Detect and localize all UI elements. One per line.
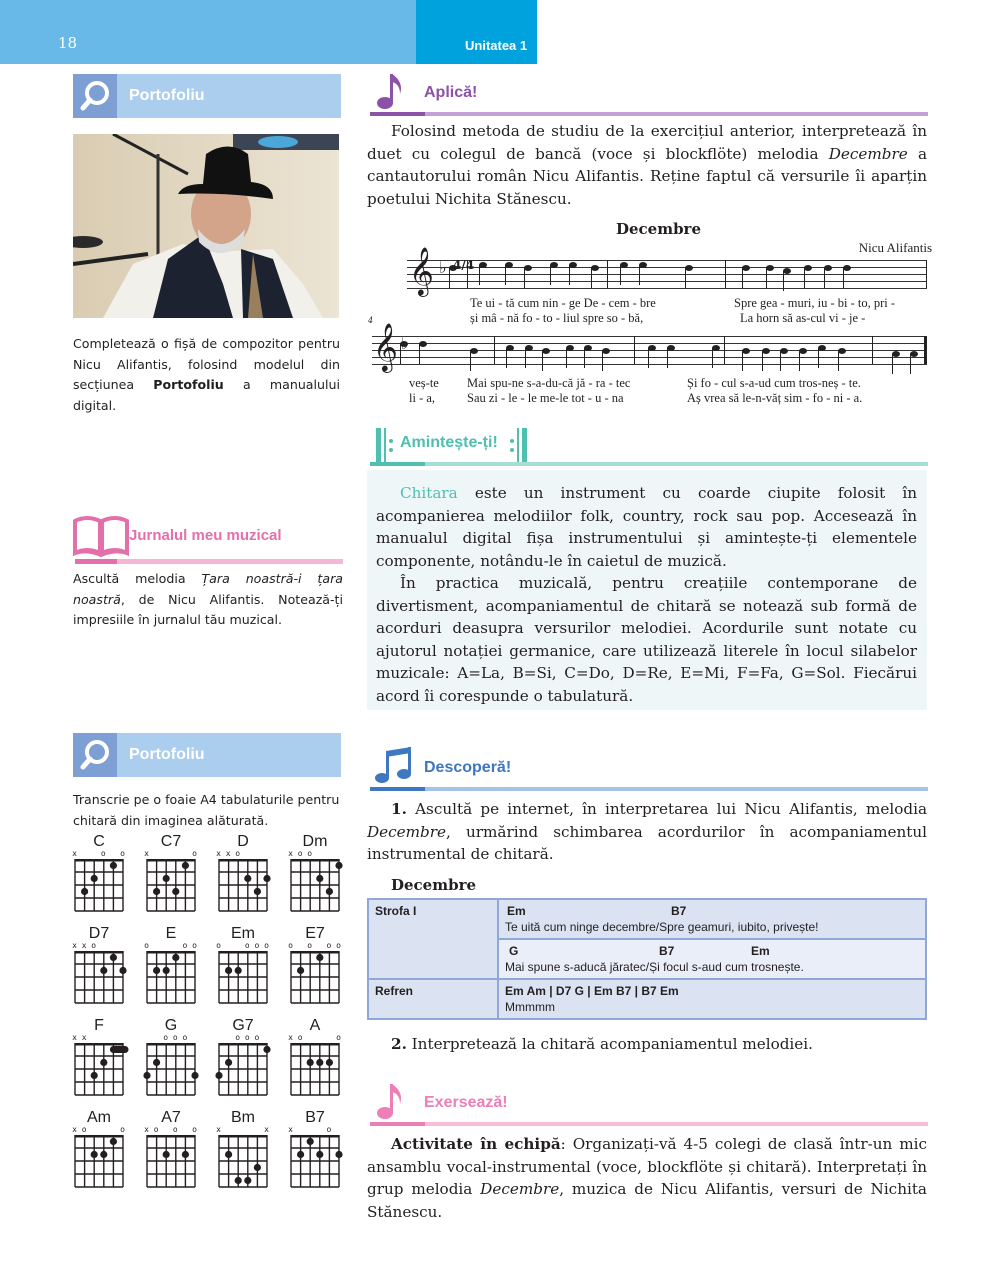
treble-clef-icon: 𝄞: [373, 322, 398, 371]
note-head: [766, 265, 774, 271]
portfolio-header: [73, 74, 341, 118]
finger-dot: [153, 1059, 160, 1066]
practice-title: Exersează!: [424, 1094, 508, 1111]
chord-diagram-d7: [70, 925, 134, 1021]
finger-dot: [316, 1059, 323, 1066]
note-stem: [524, 268, 525, 288]
finger-dot: [163, 875, 170, 882]
table-row: [368, 899, 926, 939]
remember-box: [367, 470, 927, 710]
chord-diagrams: [70, 833, 360, 1203]
chord-diagram-am: [70, 1109, 134, 1205]
practice-underline: [370, 1122, 928, 1126]
magnifier-icon: [73, 733, 117, 777]
note-stem: [742, 268, 743, 288]
remember-p1: Chitara este un instrument cu coarde ciupite folosit în acompanierea melodiilor folk, country, rock sau pop. Accesează în manualul digital fișa instrumentului și amintește-ți elementele componente, notându-le în caietul de muzică.: [376, 484, 917, 570]
string-markers: xxo: [72, 941, 130, 950]
chord: Em: [507, 904, 526, 918]
chord-name: D7: [88, 925, 110, 942]
chord-diagram-c7: [142, 833, 206, 929]
note-head: [818, 345, 826, 351]
finger-dot: [191, 1072, 198, 1079]
string-markers: xo o o: [144, 1125, 202, 1134]
string-markers: o o oo: [288, 941, 346, 950]
note-stem: [584, 348, 585, 368]
finger-dot: [297, 1151, 304, 1158]
note-head: [524, 265, 532, 271]
chord-diagram-em: [214, 925, 278, 1021]
chord-name: C7: [160, 833, 182, 850]
finger-dot: [244, 875, 251, 882]
bar-line: [872, 336, 873, 364]
note-head: [470, 348, 478, 354]
chord-diagram-a7: [142, 1109, 206, 1205]
note-stem: [648, 348, 649, 368]
chord-diagram-d: [214, 833, 278, 929]
finger-dot: [153, 888, 160, 895]
note-stem: [449, 268, 450, 288]
composer-photo: [73, 134, 339, 318]
note-stem: [569, 265, 570, 285]
staff-line: [372, 336, 927, 337]
lyrics: Mmmmm: [505, 1000, 555, 1014]
string-markers: xo o: [72, 1125, 130, 1134]
chord-diagram-e: [142, 925, 206, 1021]
note-head: [542, 348, 550, 354]
string-markers: ooo: [144, 1033, 202, 1042]
chord-line: [505, 984, 919, 1000]
bar-line: [494, 336, 495, 364]
note-head: [742, 265, 750, 271]
chord-diagram-c: [70, 833, 134, 929]
note-head: [799, 348, 807, 354]
remember-title: Amintește-ți!: [400, 434, 498, 451]
barre: [110, 1046, 129, 1053]
note-stem: [712, 348, 713, 368]
staff-line: [407, 260, 927, 261]
nut: [291, 1135, 339, 1138]
finger-dot: [297, 967, 304, 974]
note-stem: [602, 351, 603, 371]
note-stem: [591, 268, 592, 288]
string-markers: o oo: [144, 941, 202, 950]
note-stem: [780, 351, 781, 371]
note-stem: [818, 348, 819, 368]
table-cell: [498, 979, 926, 1019]
finger-dot: [225, 1151, 232, 1158]
finger-dot: [254, 1164, 261, 1171]
open-book-icon: [73, 515, 129, 561]
flat-icon: ♭: [401, 334, 409, 353]
note-stem: [742, 351, 743, 371]
finger-dot: [316, 1151, 323, 1158]
nut: [75, 1043, 123, 1046]
staff-line: [407, 281, 927, 282]
bar-line: [725, 260, 726, 288]
finger-dot: [163, 967, 170, 974]
finger-dot: [235, 967, 242, 974]
string-markers: xxo: [216, 849, 274, 858]
chord-name: D: [237, 833, 249, 850]
note-head: [648, 345, 656, 351]
note-head: [667, 345, 675, 351]
note-head: [506, 345, 514, 351]
flat-icon: ♭: [439, 258, 447, 277]
unit-tab: [416, 0, 537, 64]
chord-diagram-bm: [214, 1109, 278, 1205]
note-stem: [804, 268, 805, 288]
treble-clef-icon: 𝄞: [409, 246, 434, 295]
chord: B7: [671, 904, 687, 918]
finger-dot: [119, 967, 126, 974]
finger-dot: [100, 1151, 107, 1158]
nut: [147, 1135, 195, 1138]
practice-text: Activitate în echipă: Organizați-vă 4-5 colegi de clasă într-un mic ansamblu vocal-instrumental (voce, blockflöte și chitară). Interpretați în grup melodia Decembre, muzica de Nicu Alifantis, versuri de Nichita Stănescu.: [367, 1135, 927, 1221]
string-markers: x o o: [72, 849, 130, 858]
discover-underline: [370, 787, 928, 791]
discover-underline-accent: [370, 787, 425, 791]
table-cell: [498, 899, 926, 939]
score-title: Decembre: [615, 220, 702, 238]
lyric-line2-v1: veș-te: [409, 376, 439, 390]
lyrics: Mai spune s-aducă jăratec/Și focul s-aud cum trosnește.: [505, 960, 804, 974]
chord-diagram-e7: [286, 925, 350, 1021]
chord-name: Am: [87, 1109, 111, 1126]
remember-header: [370, 420, 928, 466]
nut: [219, 1043, 267, 1046]
practice-underline-accent: [370, 1122, 425, 1126]
nut: [75, 1135, 123, 1138]
bar-line: [926, 260, 927, 288]
note-head: [566, 345, 574, 351]
score-composer: Nicu Alifantis: [858, 240, 932, 255]
bar-line: [634, 336, 635, 364]
lyric-line2-v2c: Aș vrea să le-n-văț sim - fo - ni - a.: [687, 391, 863, 405]
apply-underline: [370, 112, 928, 116]
staff-line: [407, 274, 927, 275]
string-markers: xoo: [288, 849, 346, 858]
chord-name: E7: [305, 925, 325, 942]
note-stem: [685, 268, 686, 288]
chord-diagram-a: [286, 1017, 350, 1113]
row-label: Refren: [368, 979, 498, 1019]
note-stem: [419, 344, 420, 364]
string-markers: xo o: [288, 1033, 346, 1042]
apply-underline-accent: [370, 112, 425, 116]
note-head: [843, 265, 851, 271]
practice-header: [370, 1080, 928, 1126]
string-markers: x o: [144, 849, 202, 858]
note-head: [910, 351, 918, 357]
nut: [75, 951, 123, 954]
chords-table: [367, 898, 927, 1020]
nut: [291, 859, 339, 862]
note-stem: [620, 265, 621, 285]
journal-text: Ascultă melodia Țara noastră-i țara noastră, de Nicu Alifantis. Notează-ți impresiile în jurnalul tău muzical.: [73, 571, 343, 627]
journal-title: Jurnalul meu muzical: [129, 527, 282, 544]
note-stem: [838, 351, 839, 371]
apply-title: Aplică!: [424, 84, 478, 101]
discover-header: [370, 745, 928, 791]
note-stem: [506, 348, 507, 368]
journal-underline-accent: [75, 559, 117, 564]
finger-dot: [110, 862, 117, 869]
remember-underline-accent: [370, 462, 425, 466]
discover-title: Descoperă!: [424, 759, 512, 776]
note-head: [824, 265, 832, 271]
nut: [219, 951, 267, 954]
nut: [75, 859, 123, 862]
finger-dot: [182, 862, 189, 869]
note-stem: [550, 265, 551, 285]
string-markers: x x: [216, 1125, 274, 1134]
note-head: [525, 345, 533, 351]
portfolio2-text: Transcrie pe o foaie A4 tabulaturile pentru chitară din imaginea alăturată.: [73, 792, 340, 828]
note-stem: [542, 351, 543, 371]
discover-item1: 1. Ascultă pe internet, în interpretarea lui Nicu Alifantis, melodia Decembre, urmărind schimbarea acordurilor în acompaniamentul instrumental de chitară.: [367, 800, 927, 864]
finger-dot: [244, 1177, 251, 1184]
finger-dot: [182, 1151, 189, 1158]
finger-dot: [91, 875, 98, 882]
remember-underline: [370, 462, 928, 466]
staff-line: [372, 343, 927, 344]
nut: [147, 859, 195, 862]
bar-line: [924, 336, 927, 364]
nut: [219, 1135, 267, 1138]
nut: [219, 859, 267, 862]
staff-line-1: [407, 260, 927, 300]
lyric-line1-v1b: Spre gea - muri, iu - bi - to, pri -: [734, 296, 896, 310]
bar-line: [607, 260, 608, 288]
note-head: [892, 351, 900, 357]
bar-line: [724, 336, 725, 364]
finger-dot: [316, 954, 323, 961]
chord-name: A7: [161, 1109, 181, 1126]
journal-header: [73, 515, 343, 565]
finger-dot: [172, 954, 179, 961]
note-head: [685, 265, 693, 271]
chord-diagram-dm: [286, 833, 350, 929]
note-head: [584, 345, 592, 351]
finger-dot: [316, 875, 323, 882]
finger-dot: [263, 1046, 270, 1053]
finger-dot: [215, 1072, 222, 1079]
finger-dot: [172, 888, 179, 895]
finger-dot: [110, 954, 117, 961]
finger-dot: [326, 888, 333, 895]
beamed-notes-icon: [374, 745, 414, 789]
chord-name: B7: [305, 1109, 325, 1126]
finger-dot: [307, 1138, 314, 1145]
chord-name: Em: [231, 925, 255, 942]
lyric-line1-v1: Te ui - tă cum nin - ge De - cem - bre: [470, 296, 656, 310]
finger-dot: [91, 1072, 98, 1079]
note-stem: [566, 348, 567, 368]
chord-diagram-g7: [214, 1017, 278, 1113]
finger-dot: [91, 1151, 98, 1158]
note-head: [479, 262, 487, 268]
finger-dot: [100, 1059, 107, 1066]
string-markers: o ooo: [216, 941, 274, 950]
chord-name: G: [164, 1017, 178, 1034]
note-head: [742, 348, 750, 354]
note-stem: [783, 271, 784, 291]
note-stem: [762, 351, 763, 371]
finger-dot: [235, 1177, 242, 1184]
note-stem: [910, 354, 911, 374]
table-cell: [498, 939, 926, 979]
note-stem: [505, 265, 506, 285]
table-row: [368, 979, 926, 1019]
lyric-line1-v2: și mâ - nă fo - to - liul spre so - bă,: [470, 311, 644, 325]
note-head: [505, 262, 513, 268]
header-bar: [0, 0, 416, 64]
lyric-line2-v1b: Mai spu-ne s-a-du-că jă - ra - tec: [467, 376, 631, 390]
nut: [291, 1043, 339, 1046]
chord: B7: [659, 944, 675, 958]
portfolio1-text: Completează o fișă de compozitor pentru Nicu Alifantis, folosind modelul din secțiunea Portofoliu a manualului digital.: [73, 336, 340, 413]
finger-dot: [163, 1151, 170, 1158]
table-title: Decembre: [391, 876, 477, 894]
finger-dot: [225, 967, 232, 974]
page-number: 18: [58, 34, 78, 52]
finger-dot: [307, 1059, 314, 1066]
note-stem: [843, 268, 844, 288]
apply-header: [370, 70, 928, 116]
chord-name: Bm: [231, 1109, 255, 1126]
note-head: [838, 348, 846, 354]
note-head: [591, 265, 599, 271]
lyric-line2-v2: li - a,: [409, 391, 436, 405]
discover-item2: 2. Interpretează la chitară acompaniamentul melodiei.: [391, 1035, 813, 1053]
finger-dot: [143, 1072, 150, 1079]
staff-line: [407, 288, 927, 289]
unit-label: Unitatea 1: [465, 38, 528, 53]
note-head: [712, 345, 720, 351]
note-stem: [766, 268, 767, 288]
note-head: [639, 262, 647, 268]
chord: G: [509, 944, 519, 958]
chord-name: A: [309, 1017, 321, 1034]
lyrics: Te uită cum ninge decembre/Spre geamuri, iubito, privește!: [505, 920, 819, 934]
note-head: [550, 262, 558, 268]
chord-diagram-b7: [286, 1109, 350, 1205]
note-head: [569, 262, 577, 268]
portfolio2-title: Portofoliu: [129, 746, 205, 763]
time-signature: 4/4: [453, 258, 475, 272]
note-stem: [470, 351, 471, 371]
string-markers: xx: [72, 1033, 130, 1042]
chord-name: G7: [232, 1017, 254, 1034]
note-stem: [667, 348, 668, 368]
chord-name: C: [93, 833, 105, 850]
note-head: [780, 348, 788, 354]
finger-dot: [110, 1138, 117, 1145]
note-head: [620, 262, 628, 268]
nut: [147, 1043, 195, 1046]
note-stem: [479, 265, 480, 285]
chord-name: F: [94, 1017, 104, 1034]
staff-line-2: [372, 336, 927, 376]
note-stem: [799, 351, 800, 371]
note-stem: [824, 268, 825, 288]
note-head: [783, 268, 791, 274]
chord-name: Dm: [302, 833, 328, 850]
finger-dot: [81, 888, 88, 895]
finger-dot: [335, 862, 342, 869]
note-head: [762, 348, 770, 354]
finger-dot: [326, 1059, 333, 1066]
nut: [291, 951, 339, 954]
repeat-sign-icon: [376, 428, 396, 466]
lyric-line2-v2b: Sau zi - le - le me-le tot - u - na: [467, 391, 624, 405]
music-score: [367, 218, 932, 405]
repeat-sign-end-icon: [508, 428, 528, 466]
chord-name: E: [165, 925, 177, 942]
finger-dot: [100, 967, 107, 974]
lyric-line1-v2b: La horn să as-cul vi - je -: [740, 311, 866, 325]
note-stem: [639, 265, 640, 285]
note-head: [804, 265, 812, 271]
measure-number: 4: [368, 316, 374, 325]
note-head: [419, 341, 427, 347]
apply-text: Folosind metoda de studiu de la exercițiul anterior, interpretează în duet cu colegul de bancă (voce și blockflöte) melodia Decembre a cantautorului român Nicu Alifantis. Reține faptul că versurile îi aparțin poetului Nichita Stănescu.: [367, 122, 927, 208]
string-markers: ooo: [216, 1033, 274, 1042]
lyric-line2-v1c: Și fo - cul s-a-ud cum tros-neș - te.: [687, 376, 861, 390]
chord: Em Am | D7 G | Em B7 | B7 Em: [505, 984, 679, 998]
string-markers: x o: [288, 1125, 346, 1134]
chord: Em: [751, 944, 770, 958]
magnifier-icon: [73, 74, 117, 118]
note-head: [602, 348, 610, 354]
nut: [147, 951, 195, 954]
note-stem: [892, 354, 893, 374]
staff-line: [372, 364, 927, 365]
staff-line: [372, 357, 927, 358]
finger-dot: [153, 967, 160, 974]
finger-dot: [225, 1059, 232, 1066]
portfolio2-header: [73, 733, 341, 777]
remember-p2: În practica muzicală, pentru creațiile contemporane de divertisment, acompaniamentul de chitară se notează sub formă de acorduri deasupra versurilor melodiei. Acordurile sunt notate cu ajutorul notației germanice, care utilizează literele în locul silabelor muzicale: A=La, B=Si, C=Do, D=Re, E=Mi, F=Fa, G=Sol. Fiecărui acord îi corespunde o tabulatură.: [376, 574, 917, 705]
note-stem: [525, 348, 526, 368]
eighth-note-icon: [376, 1082, 406, 1124]
eighth-note-icon: [376, 72, 406, 114]
finger-dot: [263, 875, 270, 882]
portfolio-title: Portofoliu: [129, 87, 205, 104]
chord-diagram-g: [142, 1017, 206, 1113]
chord-line: [505, 904, 919, 920]
finger-dot: [335, 1151, 342, 1158]
finger-dot: [254, 888, 261, 895]
row-label: Strofa I: [368, 899, 498, 979]
chord-line: [505, 944, 919, 960]
chord-diagram-f: [70, 1017, 134, 1113]
